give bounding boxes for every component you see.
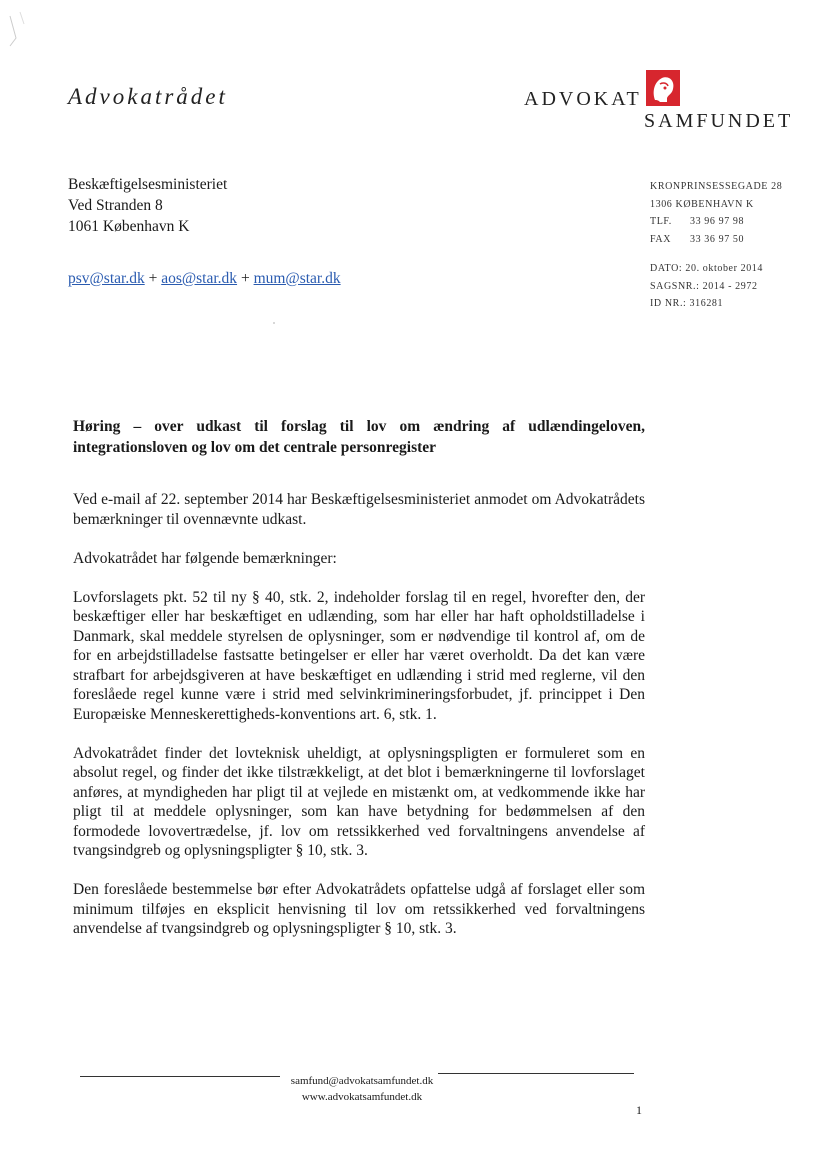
case-number: SAGSNR.: 2014 - 2972 <box>650 280 758 292</box>
body-paragraph-4: Advokatrådet finder det lovteknisk uheldigt, at oplysningspligten er formuleret som en absolut regel, og finder det ikke tilstrækkeligt, at det blot i bemærkningerne til lovforslaget anføres, at myndigheden har pligt til at vejlede en mistænkt om, at vedkommende ikke har pligt til at meddele oplysninger, som kan have betydning for bedømmelsen af den formodede lovovertrædelse, jf. lov om retssikkerhed ved forvaltningens anvendelse af tvangsindgreb og oplysningspligter § 10, stk. 3. <box>73 744 645 859</box>
email-separator: + <box>240 270 250 287</box>
scan-dot <box>273 322 275 324</box>
sender-city: 1306 KØBENHAVN K <box>650 198 754 210</box>
email-link-mum[interactable]: mum@star.dk <box>253 270 341 287</box>
fax-label: FAX <box>650 233 672 245</box>
emblem-icon <box>646 70 680 106</box>
scan-corner-mark <box>6 10 36 50</box>
recipient-street: Ved Stranden 8 <box>68 197 163 214</box>
recipient-city: 1061 København K <box>68 218 190 235</box>
page-number: 1 <box>636 1103 642 1117</box>
sender-fax <box>650 231 782 249</box>
fax-number: 33 36 97 50 <box>690 233 745 245</box>
letter-body <box>73 490 645 958</box>
body-paragraph-2: Advokatrådet har følgende bemærkninger: <box>73 549 337 567</box>
email-link-psv[interactable]: psv@star.dk <box>68 270 145 287</box>
id-number: ID NR.: 316281 <box>650 298 724 309</box>
recipient-address <box>68 174 227 237</box>
body-paragraph-1: Ved e-mail af 22. september 2014 har Beskæftigelsesministeriet anmodet om Advokatrådets bemærkninger til ovennævnte udkast. <box>73 491 645 528</box>
phone-label: TLF. <box>650 216 672 227</box>
logo-text-advokat: ADVOKAT <box>524 88 642 110</box>
footer-email: samfund@advokatsamfundet.dk <box>290 1075 434 1087</box>
footer-divider-left <box>80 1076 280 1077</box>
body-paragraph-3: Lovforslagets pkt. 52 til ny § 40, stk. 2, indeholder forslag til en regel, hvorefter den, der beskæftiger eller har beskæftiget en udlænding, som har eller har haft opholdstilladelse i Danmark, skal meddele styrelsen de oplysninger, som er nødvendige til kontrol af, om de for en arbejdstilladelse fastsatte betingelser er eller har været overholdt. Da det kan være strafbart for arbejdsgiveren at have beskæftiget en udlænding i strid med reglerne, vil den foreslåede regel kunne være i strid med selvinkrimineringsforbudet, jf. princippet i Den Europæiske Menneskerettigheds-konventions art. 6, stk. 1. <box>73 588 645 723</box>
logo-text-samfundet: SAMFUNDET <box>644 110 794 132</box>
advokatraadet-title: Advokatrådet <box>68 84 228 109</box>
footer-website: www.advokatsamfundet.dk <box>301 1091 423 1103</box>
letter-subject: Høring – over udkast til forslag til lov om ændring af udlændingeloven, integrationsloven og lov om det centrale personregister <box>73 418 645 456</box>
sender-info <box>650 178 782 313</box>
letter-date: DATO: 20. oktober 2014 <box>650 263 764 274</box>
email-separator: + <box>148 270 158 287</box>
recipient-name: Beskæftigelsesministeriet <box>68 176 228 193</box>
phone-number: 33 96 97 98 <box>690 216 745 227</box>
body-paragraph-5: Den foreslåede bestemmelse bør efter Advokatrådets opfattelse udgå af forslaget eller som minimum tilføjes en eksplicit henvisning til lov om retssikkerhed ved forvaltningens anvendelse af tvangsindgreb og oplysningspligter § 10, stk. 3. <box>73 881 645 937</box>
advokatsamfundet-logo <box>524 70 794 134</box>
footer-divider-right <box>438 1073 634 1074</box>
email-link-aos[interactable]: aos@star.dk <box>161 270 238 287</box>
sender-phone <box>650 213 782 231</box>
sender-street: KRONPRINSESSEGADE 28 <box>650 181 783 192</box>
recipient-emails <box>68 270 341 288</box>
